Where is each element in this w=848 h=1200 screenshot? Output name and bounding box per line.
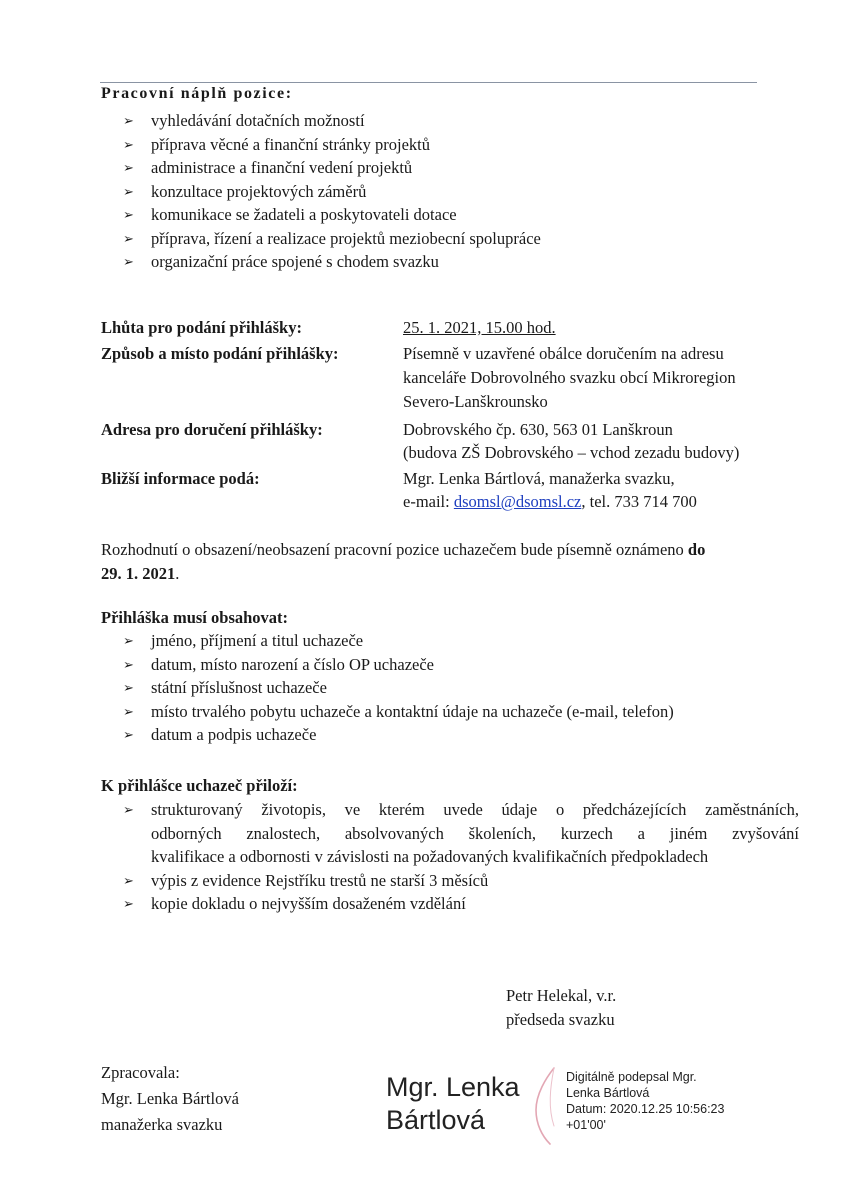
info-contact-line: e-mail: dsomsl@dsomsl.cz, tel. 733 714 700 — [403, 492, 697, 511]
word: zaměstnáních, — [705, 800, 799, 819]
deadline-value: 25. 1. 2021, 15.00 hod. — [403, 318, 556, 337]
arrow-bullet-icon: ➢ — [123, 183, 134, 199]
signature-info-line: Datum: 2020.12.25 10:56:23 — [566, 1102, 725, 1116]
address-label: Adresa pro doručení přihlášky: — [101, 420, 323, 439]
method-line: kanceláře Dobrovolného svazku obcí Mikroregion — [403, 368, 736, 387]
justified-line — [151, 798, 799, 822]
application-heading: Přihláška musí obsahovat: — [101, 608, 289, 627]
word: uvede — [443, 800, 483, 819]
word: kurzech — [560, 823, 613, 843]
list-item: ➢ organizační práce spojené s chodem svazku — [122, 250, 541, 274]
list-item: ➢ vyhledávání dotačních možností — [122, 109, 541, 133]
signature-info-line: Digitálně podepsal Mgr. — [566, 1070, 697, 1084]
chairman-role: předseda svazku — [506, 1010, 615, 1029]
list-item: ➢ jméno, příjmení a titul uchazeče — [122, 629, 674, 653]
signature-info-line: +01'00' — [566, 1118, 606, 1132]
word: školeních, — [468, 823, 536, 843]
word: jiném — [669, 823, 708, 843]
email-link[interactable]: dsomsl@dsomsl.cz — [453, 492, 582, 511]
list-item: ➢ administrace a finanční vedení projektů — [122, 156, 541, 180]
attachments-heading: K přihlášce uchazeč přiloží: — [101, 776, 298, 795]
word: ve — [344, 800, 361, 819]
arrow-bullet-icon: ➢ — [123, 113, 134, 128]
list-item: ➢ státní příslušnost uchazeče — [122, 676, 674, 700]
list-item: ➢ kopie dokladu o nejvyšším dosaženém vzdělání — [122, 892, 799, 916]
signature-stroke-icon — [524, 1064, 566, 1148]
word: strukturovaný — [151, 800, 243, 819]
list-item: ➢ výpis z evidence Rejstříku trestů ne starší 3 měsíců — [122, 869, 799, 893]
arrow-bullet-icon: ➢ — [123, 727, 134, 742]
arrow-bullet-icon: ➢ — [123, 160, 134, 175]
list-item: ➢ datum a podpis uchazeče — [122, 723, 674, 747]
arrow-bullet-icon: ➢ — [123, 896, 134, 911]
arrow-bullet-icon: ➢ — [123, 230, 134, 246]
chairman-name: Petr Helekal, v.r. — [506, 986, 617, 1005]
list-item — [122, 798, 799, 869]
list-item: ➢ komunikace se žadateli a poskytovateli dotace — [122, 203, 541, 227]
word: znalostech, — [246, 823, 321, 843]
attachments-list — [122, 798, 799, 916]
prepared-by-name: Mgr. Lenka Bártlová — [101, 1089, 239, 1108]
word: o — [555, 800, 565, 819]
address-line: (budova ZŠ Dobrovského – vchod zezadu budovy) — [403, 443, 740, 462]
info-contact-person: Mgr. Lenka Bártlová, manažerka svazku, — [403, 469, 675, 488]
word: údaje — [501, 800, 538, 819]
decision-date: 29. 1. 2021 — [101, 564, 176, 583]
signature-info-line: Lenka Bártlová — [566, 1086, 650, 1100]
word: odborných — [151, 823, 222, 843]
list-item: ➢ místo trvalého pobytu uchazeče a kontaktní údaje na uchazeče (e-mail, telefon) — [122, 700, 674, 724]
method-label: Způsob a místo podání přihlášky: — [101, 344, 339, 363]
arrow-bullet-icon: ➢ — [123, 872, 134, 888]
prepared-by-label: Zpracovala: — [101, 1063, 180, 1082]
arrow-bullet-icon: ➢ — [123, 633, 134, 648]
duties-list — [122, 109, 541, 274]
address-line: Dobrovského čp. 630, 563 01 Lanškroun — [403, 420, 673, 439]
list-item: ➢ konzultace projektových záměrů — [122, 180, 541, 204]
word: životopis, — [261, 800, 326, 819]
list-item: ➢ příprava věcné a finanční stránky projektů — [122, 133, 541, 157]
method-line: Písemně v uzavřené obálce doručením na adresu — [403, 344, 724, 363]
word: předcházejících — [582, 800, 687, 819]
application-list — [122, 629, 674, 747]
arrow-bullet-icon: ➢ — [123, 703, 134, 719]
deadline-label: Lhůta pro podání přihlášky: — [101, 318, 302, 337]
list-item: ➢ datum, místo narození a číslo OP uchazeče — [122, 653, 674, 677]
arrow-bullet-icon: ➢ — [123, 802, 134, 817]
decision-line-1: Rozhodnutí o obsazení/neobsazení pracovní pozice uchazečem bude písemně oznámeno do — [101, 540, 706, 559]
info-label: Bližší informace podá: — [101, 469, 260, 488]
list-item: ➢ příprava, řízení a realizace projektů meziobecní spolupráce — [122, 227, 541, 251]
header-rule — [100, 82, 757, 83]
word: a — [637, 823, 645, 843]
justified-line — [151, 822, 799, 846]
word: zvyšování — [732, 823, 799, 843]
word: kterém — [378, 800, 425, 819]
arrow-bullet-icon: ➢ — [123, 136, 134, 152]
method-line: Severo-Lanškrounsko — [403, 392, 548, 411]
arrow-bullet-icon: ➢ — [123, 207, 134, 222]
signature-name-line-2: Bártlová — [386, 1105, 486, 1135]
last-line: kvalifikace a odbornosti v závislosti na požadovaných kvalifikačních předpokladech — [151, 847, 709, 866]
arrow-bullet-icon: ➢ — [123, 680, 134, 695]
arrow-bullet-icon: ➢ — [123, 656, 134, 672]
prepared-by-role: manažerka svazku — [101, 1115, 223, 1134]
signature-name-line-1: Mgr. Lenka — [386, 1072, 520, 1102]
decision-line-2: 29. 1. 2021. — [101, 564, 180, 583]
duties-heading: Pracovní náplň pozice: — [101, 85, 293, 102]
word: absolvovaných — [344, 823, 444, 843]
arrow-bullet-icon: ➢ — [123, 254, 134, 269]
